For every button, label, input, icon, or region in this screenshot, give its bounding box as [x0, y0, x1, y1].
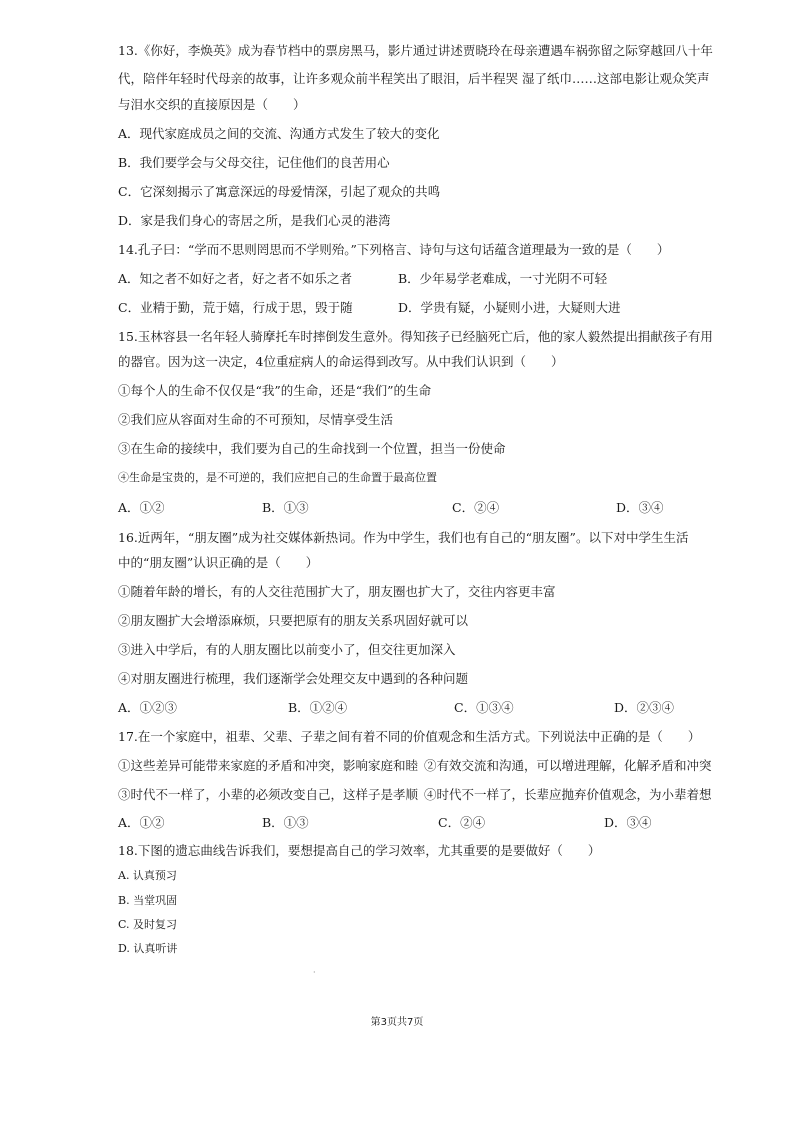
q18-stem: 18.下图的遗忘曲线告诉我们，要想提高自己的学习效率，尤其重要的是要做好（ ）: [118, 843, 601, 858]
q16-statement-4: ④对朋友圈进行梳理，我们逐渐学会处理交友中遇到的各种问题: [118, 671, 469, 686]
q14-option-b: B．少年易学老难成，一寸光阴不可轻: [398, 271, 608, 286]
q13-option-d: D．家是我们身心的寄居之所，是我们心灵的港湾: [118, 213, 391, 228]
q16-statement-2: ②朋友圈扩大会增添麻烦，只要把原有的朋友关系巩固好就可以: [118, 613, 469, 628]
q15-statement-3: ③在生命的接续中，我们要为自己的生命找到一个位置，担当一份使命: [118, 441, 506, 456]
q14-option-c: C．业精于勤，荒于嬉，行成于思，毁于随: [118, 300, 353, 315]
q13-option-b: B．我们要学会与父母交往，记住他们的良苦用心: [118, 155, 390, 170]
q17-option-b: B．①③: [262, 815, 309, 830]
q15-statement-4: ④生命是宝贵的，是不可逆的，我们应把自己的生命置于最高位置: [118, 471, 437, 484]
q17-statement-2: ②有效交流和沟通，可以增进理解，化解矛盾和冲突: [424, 758, 712, 773]
q18-option-c: C. 及时复习: [118, 918, 178, 931]
q17-option-c: C．②④: [438, 815, 486, 830]
q16-stem-line-1: 16.近两年，“朋友圈”成为社交媒体新热词。作为中学生，我们也有自己的“朋友圈”。以下对中学生生活: [118, 530, 689, 545]
q13-option-c: C．它深刻揭示了寓意深远的母爱情深，引起了观众的共鸣: [118, 184, 441, 199]
q15-option-d: D．③④: [616, 500, 664, 515]
scan-speck: ·: [313, 968, 316, 977]
q16-statement-1: ①随着年龄的增长，有的人交往范围扩大了，朋友圈也扩大了，交往内容更丰富: [118, 584, 556, 599]
q14-stem: 14.孔子曰：“学而不思则罔思而不学则殆。”下列格言、诗句与这句话蕴含道理最为一致的是（ ）: [118, 242, 670, 257]
q16-statement-3: ③进入中学后，有的人朋友圈比以前变小了，但交往更加深入: [118, 642, 456, 657]
q16-option-d: D．②③④: [614, 700, 675, 715]
q17-option-d: D．③④: [604, 815, 652, 830]
q13-stem-line-2: 代，陪伴年轻时代母亲的故事，让许多观众前半程笑出了眼泪，后半程哭 湿了纸巾……这部电影让观众笑声: [118, 71, 710, 86]
page-footer: 第3页共7页: [370, 1017, 424, 1028]
q15-statement-1: ①每个人的生命不仅仅是“我”的生命，还是“我们”的生命: [118, 383, 432, 398]
q15-option-b: B．①③: [262, 500, 309, 515]
q17-statement-4: ④时代不一样了，长辈应抛弃价值观念，为小辈着想: [424, 787, 712, 802]
q13-stem-line-3: 与泪水交织的直接原因是（ ）: [118, 97, 306, 112]
q18-option-a: A. 认真预习: [118, 869, 177, 882]
q15-stem-line-1: 15.玉林容县一名年轻人骑摩托车时摔倒发生意外。得知孩子已经脑死亡后，他的家人毅然提出捐献孩子有用: [118, 329, 713, 344]
q17-stem: 17.在一个家庭中，祖辈、父辈、子辈之间有着不同的价值观念和生活方式。下列说法中正确的是（ ）: [118, 729, 701, 744]
q15-option-c: C．②④: [452, 500, 500, 515]
q16-option-a: A．①②③: [118, 700, 178, 715]
q14-option-d: D．学贵有疑，小疑则小进，大疑则大进: [398, 300, 621, 315]
q16-stem-line-2: 中的“朋友圈”认识正确的是（ ）: [118, 555, 319, 570]
q18-option-d: D. 认真听讲: [118, 942, 178, 955]
q15-statement-2: ②我们应从容面对生命的不可预知，尽情享受生活: [118, 412, 394, 427]
q15-option-a: A．①②: [118, 500, 165, 515]
q13-stem-line-1: 13.《你好，李焕英》成为春节档中的票房黑马，影片通过讲述贾晓玲在母亲遭遇车祸弥留之际穿越回八十年: [118, 43, 713, 58]
q17-statement-1: ①这些差异可能带来家庭的矛盾和冲突，影响家庭和睦: [118, 758, 419, 773]
q15-stem-line-2: 的器官。因为这一决定，4位重症病人的命运得到改写。从中我们认识到（ ）: [118, 354, 564, 369]
q13-option-a: A．现代家庭成员之间的交流、沟通方式发生了较大的变化: [118, 126, 440, 141]
q17-option-a: A．①②: [118, 815, 165, 830]
q14-option-a: A．知之者不如好之者，好之者不如乐之者: [118, 271, 353, 286]
q16-option-b: B．①②④: [288, 700, 348, 715]
q18-option-b: B. 当堂巩固: [118, 894, 178, 907]
q17-statement-3: ③时代不一样了，小辈的必须改变自己，这样子是孝顺: [118, 787, 419, 802]
q16-option-c: C．①③④: [454, 700, 514, 715]
